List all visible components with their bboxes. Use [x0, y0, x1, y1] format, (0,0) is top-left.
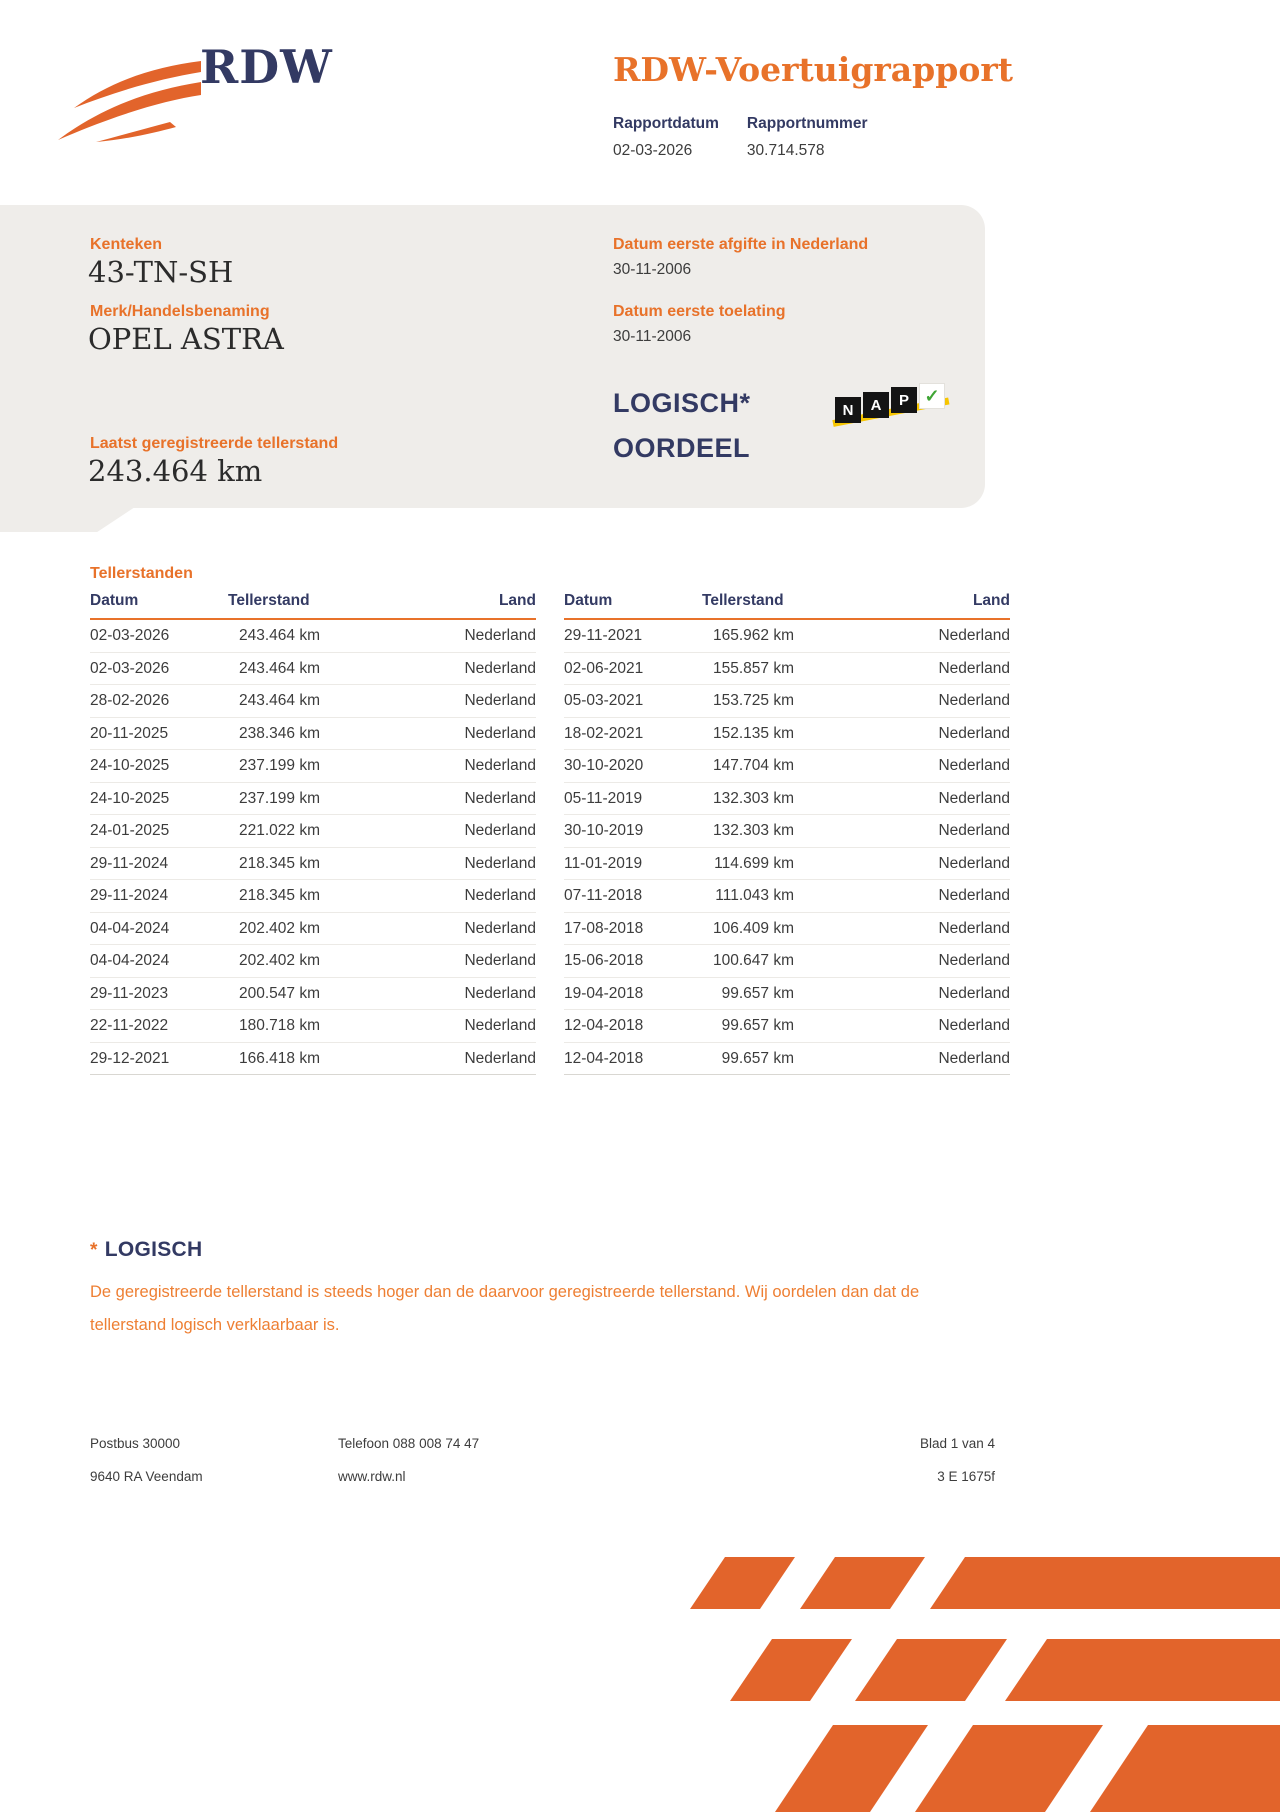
footer-form-code: 3 E 1675f: [937, 1469, 995, 1484]
cell-datum: 22-11-2022: [90, 1017, 169, 1034]
summary-panel-tail: [0, 507, 135, 532]
cell-land: Nederland: [464, 887, 536, 904]
cell-land: Nederland: [464, 984, 536, 1002]
oordeel-line1: LOGISCH*: [613, 388, 751, 418]
cell-tellerstand: 180.718 km: [239, 1017, 320, 1034]
column-header-tellerstand: Tellerstand: [702, 592, 784, 609]
cell-datum: 12-04-2018: [564, 1017, 644, 1034]
nap-logo: [835, 383, 957, 433]
cell-tellerstand: 99.657 km: [721, 1017, 794, 1034]
table-header: [564, 592, 1010, 620]
footer-page-number: Blad 1 van 4: [919, 1436, 995, 1451]
table-row: [90, 620, 536, 653]
meter-tables: [90, 592, 1010, 1075]
footer-page-info: [920, 1436, 995, 1484]
cell-tellerstand: 155.857 km: [713, 659, 794, 677]
summary-panel: [0, 205, 985, 508]
cell-tellerstand: 153.725 km: [713, 692, 794, 709]
cell-datum: 11-01-2019: [564, 854, 643, 872]
meter-readings-section: [90, 565, 1010, 1075]
cell-datum: 02-06-2021: [564, 659, 644, 677]
cell-land: Nederland: [938, 659, 1010, 677]
meter-table-right-body: [564, 620, 1010, 1075]
table-row: [564, 653, 1010, 686]
table-row: [564, 718, 1010, 751]
cell-tellerstand: 114.699 km: [714, 854, 794, 872]
table-row: [564, 978, 1010, 1011]
cell-datum: 29-11-2024: [90, 887, 169, 904]
cell-datum: 29-12-2021: [90, 1049, 170, 1067]
meter-table-left: [90, 592, 536, 1075]
cell-tellerstand: 132.303 km: [713, 822, 794, 839]
table-row: [564, 848, 1010, 881]
table-row: [90, 848, 536, 881]
table-header: [90, 592, 536, 620]
footer-contact: [338, 1436, 920, 1484]
column-header-land: Land: [972, 592, 1010, 609]
table-row: [564, 783, 1010, 816]
cell-datum: 19-04-2018: [564, 984, 644, 1002]
cell-datum: 12-04-2018: [564, 1049, 644, 1067]
cell-datum: 02-03-2026: [90, 659, 170, 677]
table-row: [564, 685, 1010, 718]
cell-land: Nederland: [938, 757, 1010, 774]
nap-check-icon: ✓: [919, 383, 945, 409]
table-row: [564, 945, 1010, 978]
table-row: [90, 978, 536, 1011]
cell-tellerstand: 200.547 km: [239, 984, 320, 1002]
cell-tellerstand: 243.464 km: [239, 692, 320, 709]
bottom-swoosh-graphic-icon: [660, 1557, 1280, 1812]
cell-land: Nederland: [938, 984, 1010, 1002]
cell-land: Nederland: [464, 724, 536, 742]
cell-datum: 15-06-2018: [564, 952, 644, 969]
report-number-label: Rapportnummer: [746, 115, 868, 132]
meter-table-right: [564, 592, 1010, 1075]
kenteken-label: Kenteken: [90, 236, 163, 253]
cell-tellerstand: 166.418 km: [239, 1049, 320, 1067]
afgifte-label: Datum eerste afgifte in Nederland: [613, 236, 869, 253]
table-row: [90, 815, 536, 848]
cell-land: Nederland: [464, 1017, 536, 1034]
column-header-tellerstand: Tellerstand: [228, 592, 310, 609]
cell-datum: 29-11-2021: [564, 627, 643, 644]
page-title: RDW-Voertuigrapport: [613, 50, 1013, 89]
table-row: [90, 783, 536, 816]
cell-datum: 02-03-2026: [90, 627, 170, 644]
table-row: [564, 1010, 1010, 1043]
cell-land: Nederland: [938, 919, 1010, 937]
toelating-value: 30-11-2006: [613, 328, 692, 345]
cell-land: Nederland: [464, 822, 536, 839]
cell-datum: 28-02-2026: [90, 692, 170, 709]
cell-land: Nederland: [938, 789, 1010, 807]
cell-tellerstand: 202.402 km: [239, 952, 320, 969]
cell-land: Nederland: [938, 1049, 1010, 1067]
cell-land: Nederland: [464, 692, 536, 709]
footnote: [90, 1238, 972, 1342]
afgifte-value: 30-11-2006: [613, 261, 692, 278]
cell-datum: 17-08-2018: [564, 919, 644, 937]
footer-website: www.rdw.nl: [338, 1469, 406, 1484]
merk-label: Merk/Handelsbenaming: [90, 303, 270, 320]
cell-datum: 05-11-2019: [564, 789, 643, 807]
footnote-asterisk: *: [90, 1240, 98, 1261]
kenteken-value: 43-TN-SH: [88, 255, 234, 289]
oordeel-verdict: [613, 381, 751, 470]
nap-letter-a: A: [863, 392, 889, 418]
cell-tellerstand: 147.704 km: [713, 757, 794, 774]
rdw-logo-text: RDW: [200, 40, 333, 94]
table-row: [564, 880, 1010, 913]
cell-tellerstand: 99.657 km: [721, 984, 794, 1002]
cell-land: Nederland: [464, 1049, 536, 1067]
table-row: [564, 913, 1010, 946]
table-row: [564, 1043, 1010, 1076]
cell-datum: 24-01-2025: [90, 822, 170, 839]
table-row: [90, 653, 536, 686]
toelating-label: Datum eerste toelating: [613, 303, 786, 320]
cell-datum: 24-10-2025: [90, 757, 170, 774]
footnote-text: De geregistreerde tellerstand is steeds hoger dan de daarvoor geregistreerde tellerstand. Wij oordelen dan dat de tellerstand logisch verklaarbaar is.: [90, 1283, 920, 1334]
cell-tellerstand: 221.022 km: [239, 822, 320, 839]
cell-land: Nederland: [938, 822, 1010, 839]
table-row: [90, 685, 536, 718]
cell-datum: 04-04-2024: [90, 952, 170, 969]
cell-land: Nederland: [464, 789, 536, 807]
table-row: [564, 620, 1010, 653]
cell-tellerstand: 132.303 km: [713, 789, 794, 807]
merk-value: OPEL ASTRA: [88, 322, 284, 356]
cell-tellerstand: 111.043 km: [715, 887, 794, 904]
cell-datum: 18-02-2021: [564, 724, 644, 742]
meter-readings-title: Tellerstanden: [90, 565, 193, 582]
tellerstand-value: 243.464 km: [88, 454, 263, 488]
table-row: [90, 880, 536, 913]
cell-datum: 05-03-2021: [564, 692, 644, 709]
cell-tellerstand: 100.647 km: [713, 952, 794, 969]
cell-datum: 30-10-2019: [564, 822, 644, 839]
cell-datum: 30-10-2020: [564, 757, 644, 774]
column-header-datum: Datum: [90, 592, 139, 609]
nap-letter-n: N: [835, 397, 861, 423]
cell-land: Nederland: [464, 659, 536, 677]
cell-land: Nederland: [938, 1017, 1010, 1034]
cell-tellerstand: 106.409 km: [713, 919, 794, 937]
column-header-datum: Datum: [564, 592, 613, 609]
cell-datum: 04-04-2024: [90, 919, 170, 937]
table-row: [90, 1010, 536, 1043]
column-header-land: Land: [498, 592, 536, 609]
oordeel-line2: OORDEEL: [613, 432, 751, 463]
cell-land: Nederland: [938, 724, 1010, 742]
footer-phone: Telefoon 088 008 74 47: [338, 1436, 480, 1451]
cell-land: Nederland: [464, 854, 536, 872]
cell-land: Nederland: [938, 952, 1010, 969]
table-row: [90, 913, 536, 946]
cell-datum: 20-11-2025: [90, 724, 169, 742]
report-date-value: 02-03-2026: [613, 142, 693, 159]
cell-tellerstand: 243.464 km: [239, 627, 320, 644]
table-row: [90, 945, 536, 978]
cell-land: Nederland: [464, 757, 536, 774]
table-row: [90, 750, 536, 783]
cell-land: Nederland: [464, 627, 536, 644]
footnote-title-text: LOGISCH: [104, 1238, 203, 1261]
cell-tellerstand: 243.464 km: [239, 659, 320, 677]
meter-table-left-body: [90, 620, 536, 1075]
page-footer: [90, 1436, 995, 1484]
cell-datum: 29-11-2023: [90, 984, 169, 1002]
footer-city: 9640 RA Veendam: [90, 1469, 203, 1484]
cell-datum: 24-10-2025: [90, 789, 170, 807]
cell-tellerstand: 218.345 km: [239, 854, 320, 872]
cell-land: Nederland: [938, 627, 1010, 644]
cell-tellerstand: 218.345 km: [239, 887, 320, 904]
table-row: [90, 718, 536, 751]
footer-postbus: Postbus 30000: [90, 1436, 181, 1451]
cell-datum: 07-11-2018: [564, 887, 643, 904]
cell-land: Nederland: [938, 854, 1010, 872]
cell-land: Nederland: [938, 692, 1010, 709]
cell-tellerstand: 238.346 km: [239, 724, 320, 742]
cell-tellerstand: 202.402 km: [239, 919, 320, 937]
cell-land: Nederland: [938, 887, 1010, 904]
rdw-logo-swoosh-icon: [52, 58, 202, 143]
report-meta: [613, 115, 868, 160]
report-number-value: 30.714.578: [746, 142, 825, 159]
nap-letter-p: P: [891, 387, 917, 413]
cell-datum: 29-11-2024: [90, 854, 169, 872]
cell-tellerstand: 165.962 km: [713, 627, 794, 644]
cell-land: Nederland: [464, 919, 536, 937]
footer-address: [90, 1436, 338, 1484]
table-row: [564, 815, 1010, 848]
table-row: [90, 1043, 536, 1076]
report-number-group: [747, 115, 868, 160]
cell-tellerstand: 237.199 km: [239, 757, 320, 774]
report-date-label: Rapportdatum: [613, 115, 719, 132]
cell-land: Nederland: [464, 952, 536, 969]
table-row: [564, 750, 1010, 783]
report-date-group: [613, 115, 719, 160]
cell-tellerstand: 99.657 km: [721, 1049, 794, 1067]
tellerstand-label: Laatst geregistreerde tellerstand: [90, 435, 339, 452]
cell-tellerstand: 237.199 km: [239, 789, 320, 807]
footnote-title: [90, 1238, 972, 1262]
cell-tellerstand: 152.135 km: [713, 724, 794, 742]
